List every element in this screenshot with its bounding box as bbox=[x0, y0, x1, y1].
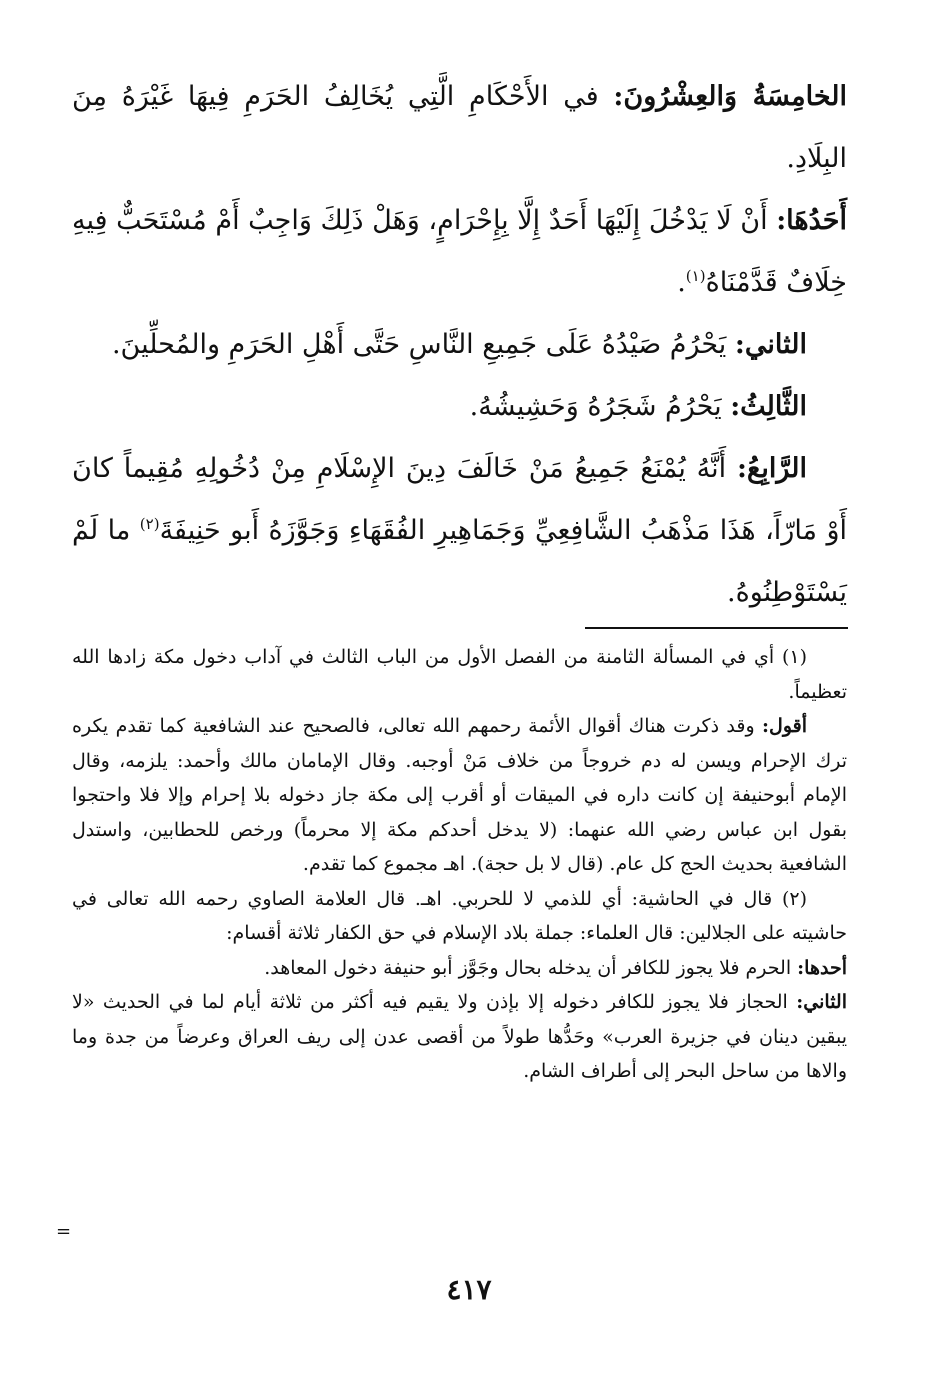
footnote-text: الحجاز فلا يجوز للكافر دخوله إلا بإذن ولا يقيم فيه أكثر من ثلاثة أيام لما في الحديث «لا يبقين دينان في جزيرة العرب» وحَدُّها طولاً من أقصى عدن إلى ريف العراق وعرضاً من جدة وما والاها من ساحل البحر إلى أطراف الشام. bbox=[72, 991, 847, 1082]
footnote-reference: (١) bbox=[685, 267, 706, 285]
footnote-divider bbox=[585, 627, 848, 629]
footnote-reference: (٢) bbox=[139, 515, 160, 533]
footnote-number: (١) bbox=[781, 646, 807, 668]
paragraph-text: يَحْرُمُ صَيْدُهُ عَلَى جَمِيعِ النَّاسِ حَتَّى أَهْلِ الحَرَمِ والمُحلِّينَ. bbox=[111, 329, 735, 360]
footnote-number: (٢) bbox=[781, 887, 807, 910]
paragraph-text: يَحْرُمُ شَجَرُهُ وَحَشِيشُهُ. bbox=[469, 391, 731, 422]
paragraph-heading: الخامِسَةُ وَالعِشْرُونَ: bbox=[613, 81, 847, 112]
footnote-2-second-section bbox=[72, 985, 847, 1089]
footnote-heading: الثاني: bbox=[796, 991, 847, 1013]
paragraph-text: أَنَّهُ يُمْنَعُ جَمِيعُ مَنْ خَالَفَ دِينَ الإِسْلَامِ مِنْ دُخُولِهِ مُقِيماً كانَ أَوْ مَارّاً، هَذَا مَذْهَبُ الشَّافِعِيِّ وَجَمَاهِيرِ الفُقَهَاءِ وَجَوَّزَهُ أَبو حَنِيفَةَ bbox=[72, 453, 847, 546]
footnote-2-first-section bbox=[72, 951, 847, 986]
footnote-1-comment bbox=[72, 709, 847, 882]
footnote-2 bbox=[72, 882, 847, 951]
paragraph-third-ruling bbox=[72, 376, 847, 438]
paragraph-first-ruling bbox=[72, 190, 847, 314]
paragraph-end: . bbox=[677, 267, 686, 298]
footnote-heading: أقول: bbox=[762, 715, 807, 737]
paragraph-heading: الرَّابِعُ: bbox=[737, 453, 807, 484]
footnote-text: قال في الحاشية: أي للذمي لا للحربي. اهـ. قال العلامة الصاوي رحمه الله تعالى في حاشيته على الجلالين: قال العلماء: جملة بلاد الإسلام في حق الكفار ثلاثة أقسام: bbox=[72, 887, 847, 944]
footnote-heading: أحدها: bbox=[797, 956, 847, 979]
paragraph-25 bbox=[72, 66, 847, 190]
paragraph-text: أَنْ لَا يَدْخُلَ إِلَيْهَا أَحَدٌ إِلَّا بِإِحْرَامٍ، وَهَلْ ذَلِكَ وَاجِبٌ أَمْ مُسْتَحَبٌّ فِيهِ خِلَافٌ قَدَّمْنَاهُ bbox=[72, 205, 847, 298]
footnote-text: أي في المسألة الثامنة من الفصل الأول من الباب الثالث في آداب دخول مكة زادها الله تعظيماً. bbox=[72, 646, 847, 703]
page-number: ٤١٧ bbox=[446, 1273, 492, 1306]
paragraph-second-ruling bbox=[72, 314, 847, 376]
paragraph-text: ما لَمْ يَسْتَوْطِنُوهُ. bbox=[72, 515, 847, 608]
footnote-text: الحرم فلا يجوز للكافر أن يدخله بحال وجَوَّز أبو حنيفة دخول المعاهد. bbox=[264, 956, 798, 979]
paragraph-heading: الثاني: bbox=[734, 329, 807, 360]
continuation-mark: = bbox=[56, 1221, 72, 1242]
paragraph-text: في الأَحْكَامِ الَّتِي يُخَالِفُ الحَرَمِ فِيهَا غَيْرَهُ مِنَ البِلَادِ. bbox=[72, 81, 847, 174]
paragraph-heading: أَحَدُهَا: bbox=[776, 205, 847, 236]
main-text bbox=[72, 66, 847, 624]
paragraph-heading: الثَّالِثُ: bbox=[730, 391, 807, 422]
footnotes bbox=[72, 640, 847, 1089]
footnote-text: وقد ذكرت هناك أقوال الأئمة رحمهم الله تعالى، فالصحيح عند الشافعية كما تقدم يكره ترك الإحرام ويسن له دم خروجاً من خلاف مَنْ أوجبه. وقال الإمامان مالك وأحمد: يلزمه، وقال الإمام أبوحنيفة إن كانت داره في الميقات أو أقرب إلى مكة جاز دخوله بلا إحرام وإلا فلا واحتجوا بقول ابن عباس رضي الله عنهما: (لا يدخل أحدكم مكة إلا محرماً) ورخص للحطابين، واستدل الشافعية بحديث الحج كل عام. (قال لا بل حجة). اهـ مجموع كما تقدم. bbox=[72, 715, 847, 875]
paragraph-fourth-ruling bbox=[72, 438, 847, 624]
footnote-1 bbox=[72, 640, 847, 709]
